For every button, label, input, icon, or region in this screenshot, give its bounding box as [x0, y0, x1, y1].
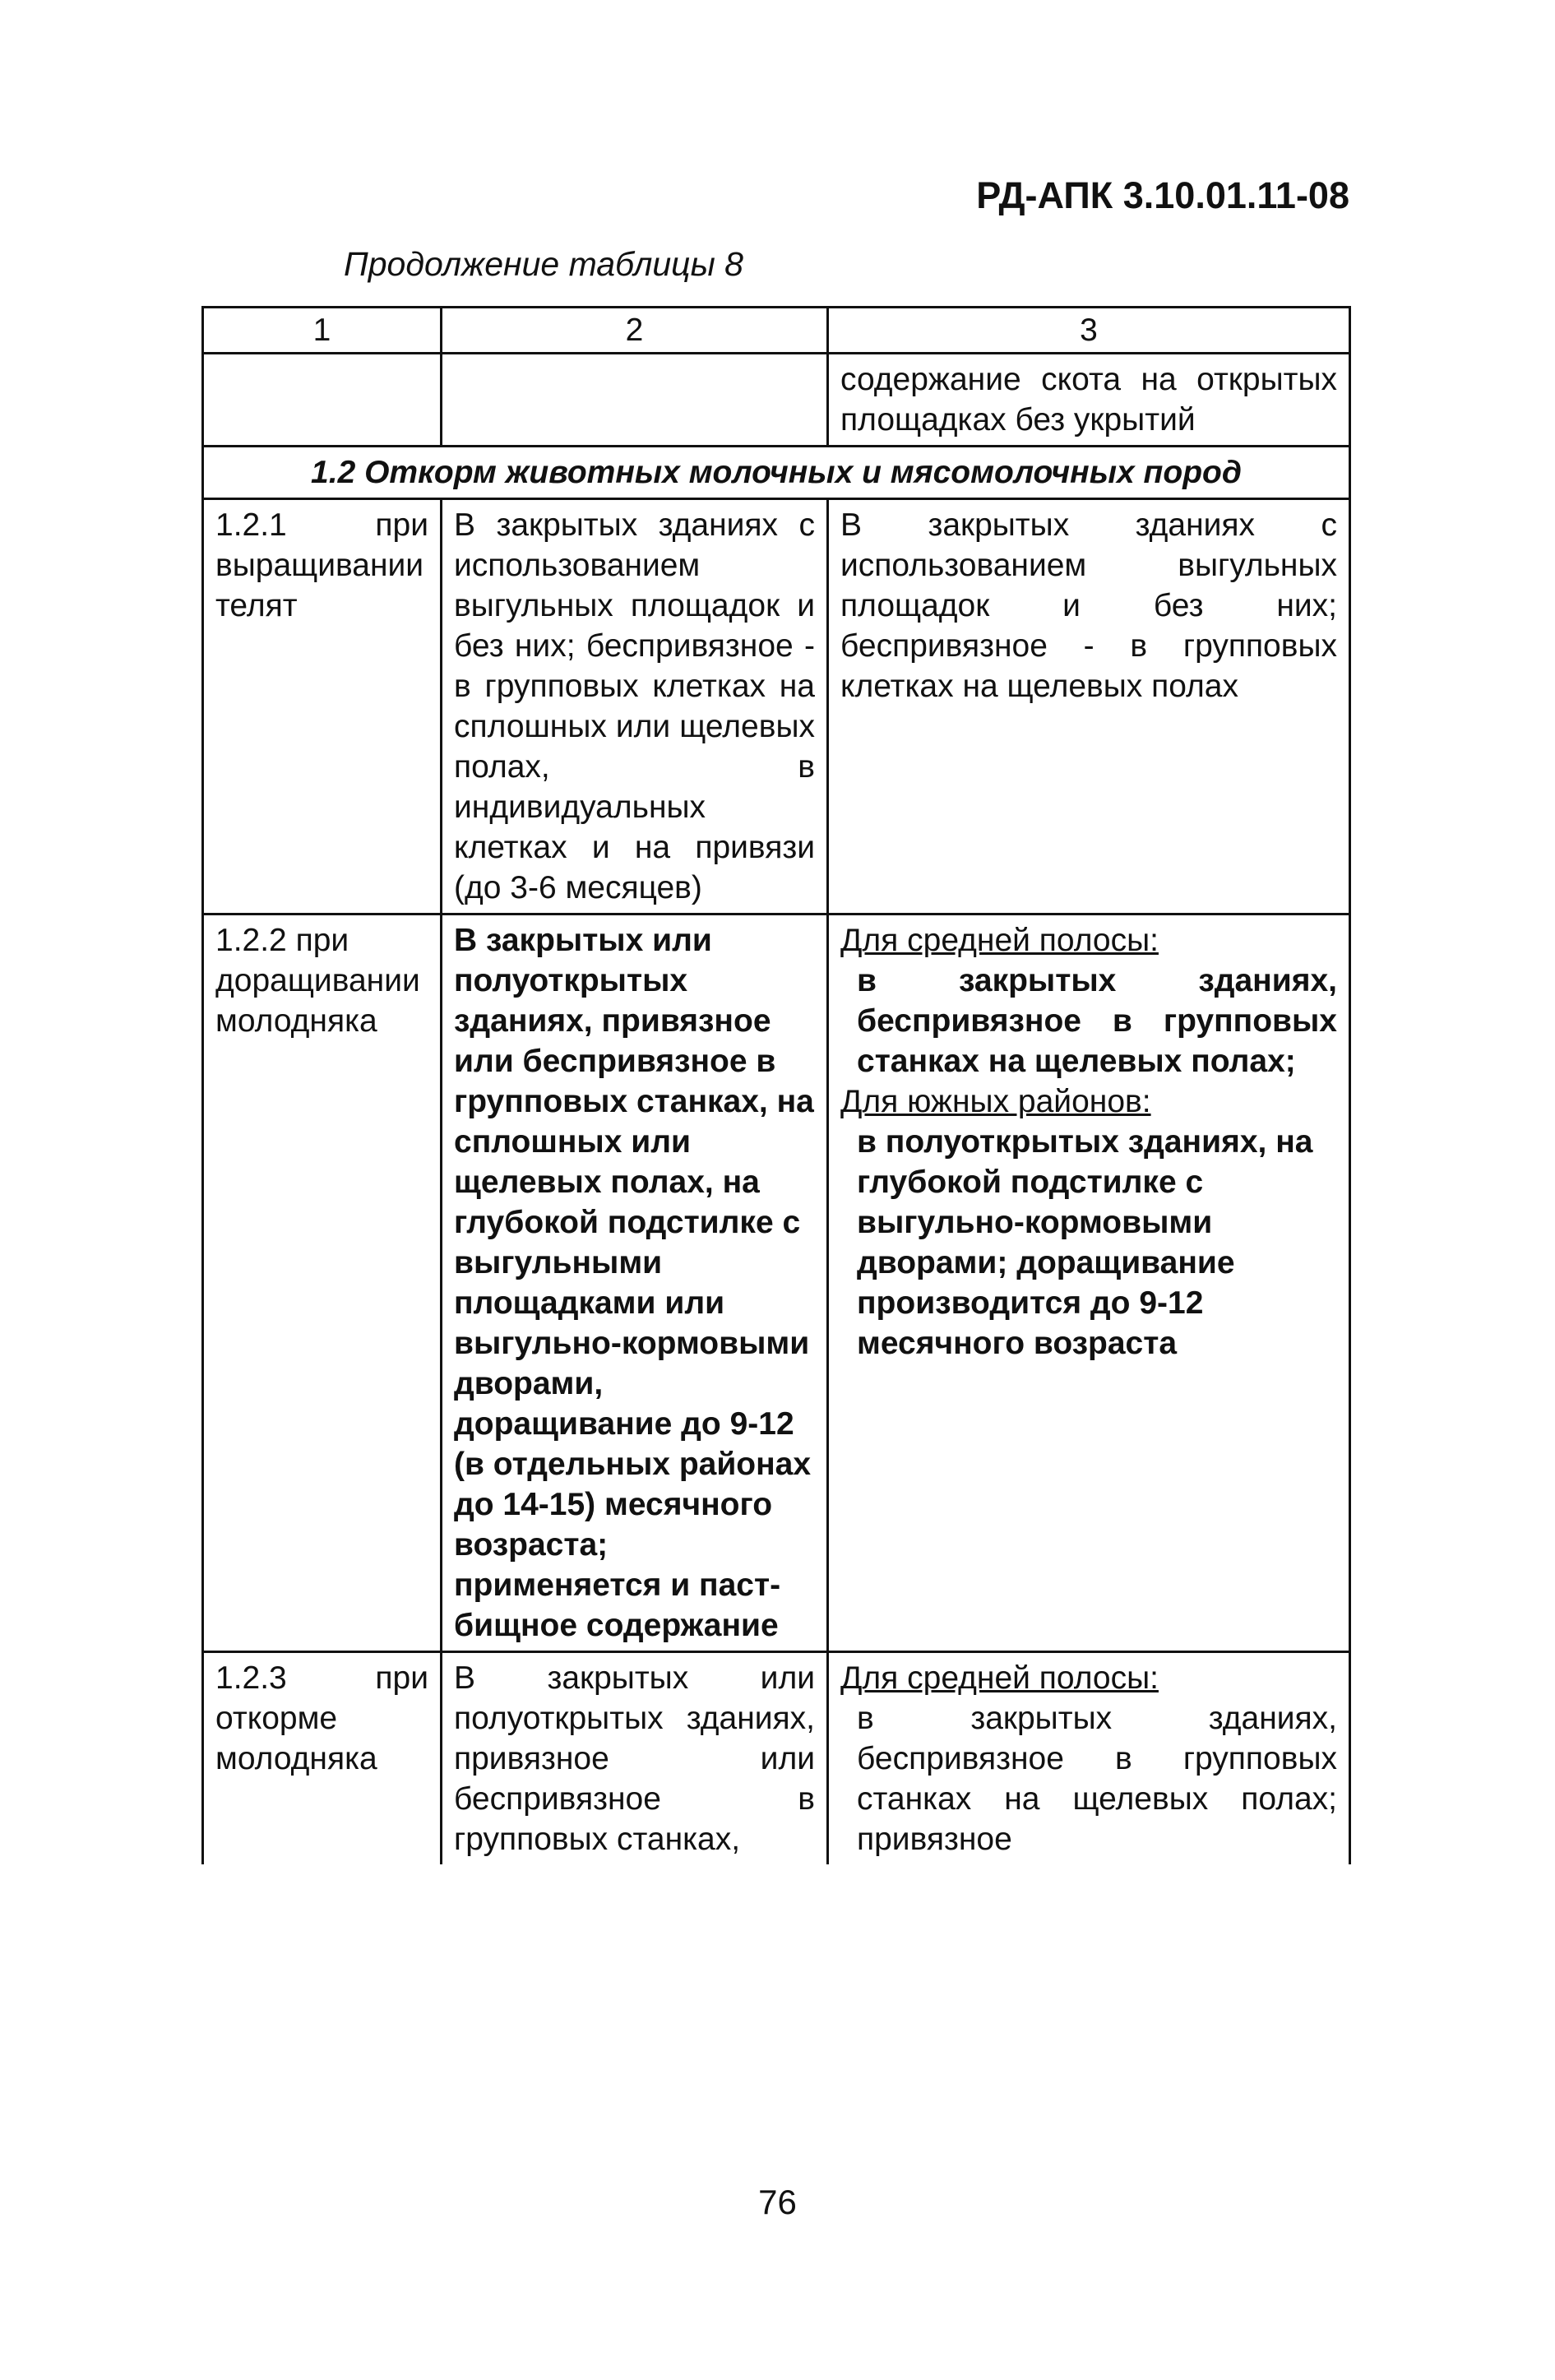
table-caption: Продолжение таблицы 8: [344, 245, 743, 283]
table-row: [203, 1652, 1350, 1865]
continuation-cell-1: [203, 354, 442, 447]
region-heading-south: Для южных районов:: [840, 1084, 1151, 1119]
row-conditions: В закрытых зданиях с использованием выгульных площадок и без них; беспривязное - в групповых клетках на щелевых полах: [828, 499, 1350, 914]
row-label: 1.2.2 при доращивании молодняка: [203, 914, 442, 1652]
region-text-middle: в закрытых зданиях, беспривязное в групповых станках на щелевых полах; привязное: [857, 1701, 1337, 1857]
row-method: В закрытых или полуоткрытых зданиях, привязное или беспривязное в групповых станках, на сплошных или щелевых полах, на глубокой подстилке с выгульными площадками или выгульно-кормовыми дворами, доращивание до 9-12 (в отдельных районах до 14-15) месячного возраста; применяется и паст-бищное содержание: [442, 914, 828, 1652]
column-number-row: [203, 308, 1350, 354]
column-header-3: 3: [828, 308, 1350, 354]
table-row: [203, 914, 1350, 1652]
region-text-south: в полуоткрытых зданиях, на глубокой подстилке с выгульно-кормовыми дворами; доращивание производится до 9-12 месячного возраста: [857, 1124, 1313, 1361]
continuation-cell-3: содержание скота на открытых площадках без укрытий: [828, 354, 1350, 447]
section-title: 1.2 Откорм животных молочных и мясомолочных пород: [203, 447, 1350, 499]
region-heading-middle: Для средней полосы:: [840, 923, 1159, 958]
continuation-row: [203, 354, 1350, 447]
row-label: 1.2.3 при откорме молодняка: [203, 1652, 442, 1865]
row-label: 1.2.1 при выращивании телят: [203, 499, 442, 914]
continuation-cell-2: [442, 354, 828, 447]
column-header-2: 2: [442, 308, 828, 354]
livestock-housing-table: [201, 306, 1351, 1864]
region-text-middle: в закрытых зданиях, беспривязное в групповых станках на щелевых полах;: [857, 963, 1337, 1079]
table-row: [203, 499, 1350, 914]
row-conditions: [828, 1652, 1350, 1865]
row-conditions: [828, 914, 1350, 1652]
page-number: 76: [758, 2183, 797, 2221]
section-row: [203, 447, 1350, 499]
document-code: РД-АПК 3.10.01.11-08: [976, 174, 1349, 216]
column-header-1: 1: [203, 308, 442, 354]
region-heading-middle: Для средней полосы:: [840, 1660, 1159, 1696]
row-method: В закрытых зданиях с использованием выгульных площадок и без них; беспривязное - в групповых клетках на сплошных или щелевых полах, в индивидуальных клетках и на привязи (до 3-6 месяцев): [442, 499, 828, 914]
row-method: В закрытых или полуоткрытых зданиях, привязное или беспривязное в групповых станках,: [442, 1652, 828, 1865]
